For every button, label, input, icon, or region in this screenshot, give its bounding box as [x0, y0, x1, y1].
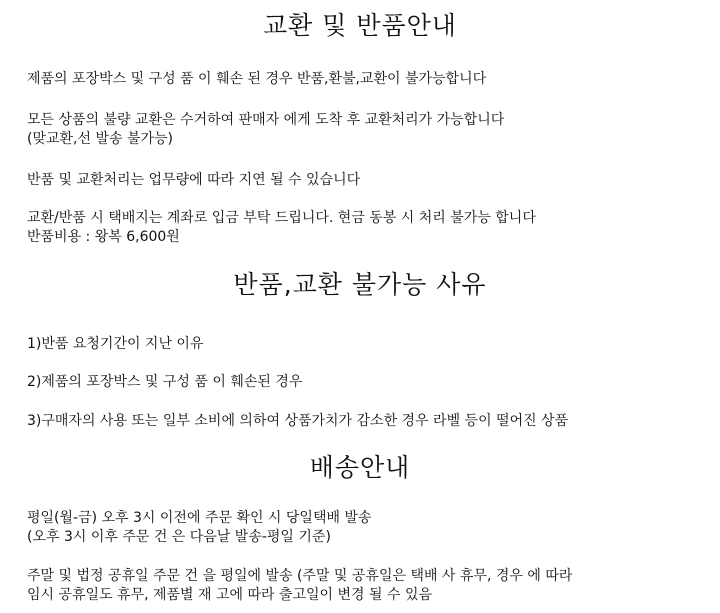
after-3pm-line: (오후 3시 이후 주문 건 은 다음날 발송-평일 기준) — [27, 529, 331, 545]
defect-exchange-line: 모든 상품의 불량 교환은 수거하여 판매자 에게 도착 후 교환처리가 가능합니다 — [27, 112, 505, 128]
processing-delay-line: 반품 및 교환처리는 업무량에 따라 지연 될 수 있습니다 — [27, 172, 361, 188]
reason-1-line: 1)반품 요청기간이 지난 이유 — [27, 336, 204, 352]
weekend-shipping-line: 주말 및 법정 공휴일 주문 건 을 평일에 발송 (주말 및 공휴일은 택배 사 휴무, 경우 에 따라 — [27, 568, 573, 584]
weekday-shipping-line: 평일(월-금) 오후 3시 이전에 주문 확인 시 당일택배 발송 — [27, 510, 372, 526]
no-direct-exchange-line: (맞교환,선 발송 불가능) — [27, 131, 173, 147]
packaging-damage-line: 제품의 포장박스 및 구성 품 이 훼손 된 경우 반품,환불,교환이 불가능합니다 — [27, 71, 487, 87]
not-allowed-title: 반품,교환 불가능 사유 — [233, 270, 487, 299]
shipping-title: 배송안내 — [309, 453, 411, 482]
reason-3-line: 3)구매자의 사용 또는 일부 소비에 의하여 상품가치가 감소한 경우 라벨 등이 떨어진 상품 — [27, 413, 569, 429]
reason-2-line: 2)제품의 포장박스 및 구성 품 이 훼손된 경우 — [27, 374, 303, 390]
shipping-fee-payment-line: 교환/반품 시 택배지는 계좌로 입금 부탁 드립니다. 현금 동봉 시 처리 불가능 합니다 — [27, 210, 536, 226]
return-cost-line: 반품비용 : 왕복 6,600원 — [27, 229, 180, 245]
temporary-holiday-line: 임시 공휴일도 휴무, 제품별 재 고에 따라 출고일이 변경 될 수 있음 — [27, 587, 433, 603]
exchange-return-title: 교환 및 반품안내 — [263, 11, 457, 40]
